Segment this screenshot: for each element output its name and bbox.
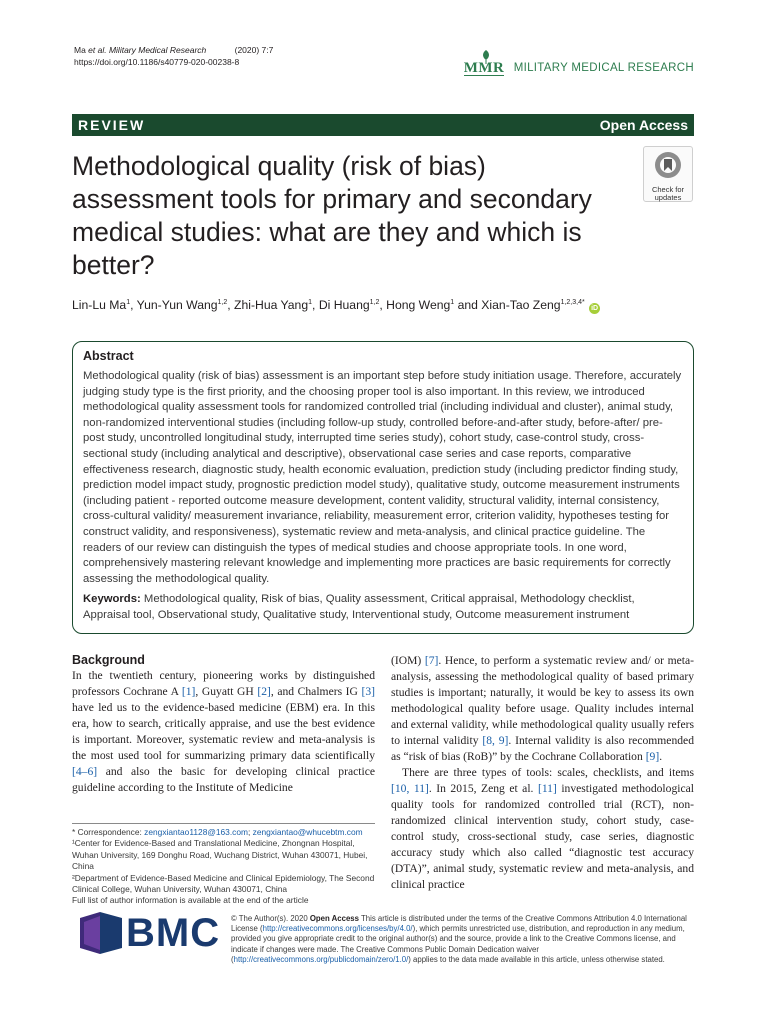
body-column-left (72, 652, 375, 796)
email-link[interactable]: zengxiantao1128@163.com (144, 827, 248, 837)
citation-link[interactable]: [3] (361, 685, 375, 698)
correspondence: * Correspondence: zengxiantao1128@163.com; zengxiantao@whucebtm.com (72, 827, 363, 837)
citation-link[interactable]: [4–6] (72, 765, 98, 778)
citation-link[interactable]: [9] (645, 750, 660, 763)
public-domain-link[interactable]: http://creativecommons.org/publicdomain/zero/1.0/ (233, 954, 409, 964)
body-column-right (391, 653, 694, 893)
open-access-label: Open Access (599, 117, 688, 133)
citation-header (74, 44, 273, 68)
bmc-wordmark: BMC (126, 911, 221, 955)
paragraph: In the twentieth century, pioneering works by distinguished professors Cochrane A [1], Guyatt GH [2], and Chalmers IG [3] have led us to the evidence-based medicine (EBM) era. In this era, how to search, critically appraise, and use the best evidence is important. Moreover, systematic review and meta-analysis is the most used tool for summarizing primary data scientifically [4–6] and also the basic for developing clinical practice guideline according to the Institute of Medicine (72, 669, 375, 794)
keywords (83, 592, 683, 623)
article-title: Methodological quality (risk of bias) assessment tools for primary and secondary medical studies: what are they and which is better? (72, 151, 592, 280)
author[interactable]: Xian-Tao Zeng$^{1,2,3,4*}$ (481, 298, 585, 312)
license-text: © The Author(s). 2020 Open Access This article is distributed under the terms of the Creative Commons Attribution 4.0 International License (http://creativecommons.org/licenses/by/4.0/), which permits unrestricted use, distribution, and reproduction in any medium, provided you give appropriate credit to the original author(s) and the source, provide a link to the Creative Commons license, and indicate if changes were made. The Creative Commons Public Domain Dedication waiver (http://creativecommons.org/publicdomain/zero/1.0/) applies to the data made available in this article, unless otherwise stated. (231, 914, 687, 964)
author[interactable]: Yun-Yun Wang$^{1,2}$ (136, 298, 228, 312)
article-type-band (72, 114, 694, 136)
citation-journal: et al. Military Medical Research (88, 45, 207, 55)
article-type-label: REVIEW (78, 117, 146, 133)
license-link[interactable]: http://creativecommons.org/licenses/by/4.0/ (262, 924, 413, 934)
mmr-emblem (464, 48, 508, 76)
paragraph: (IOM) [7]. Hence, to perform a systematic review and/ or meta-analysis, assessing the methodological quality of based primary studies is important; naturally, it would be key to assess its own methodological quality before usage. Quality includes internal and external validity, while methodological quality usually refers to internal validity [8, 9]. Internal validity is also recommended as “risk of bias (RoB)” by the Cochrane Collaboration [9]. (391, 654, 694, 763)
author[interactable]: Hong Weng$^1$ (386, 298, 455, 312)
affiliation: ¹Center for Evidence-Based and Translational Medicine, Zhongnan Hospital, Wuhan University, 169 Donghu Road, Wuchang District, Wuhan 430071, Hubei, China (72, 838, 368, 872)
citation-link[interactable]: [11] (537, 782, 557, 795)
journal-logo[interactable] (464, 48, 694, 76)
author[interactable]: Di Huang$^{1,2}$ (318, 298, 380, 312)
journal-abbr: MMR (463, 60, 505, 76)
journal-name: MILITARY MEDICAL RESEARCH (513, 62, 694, 74)
keywords-label: Keywords: (83, 593, 141, 606)
crossmark-icon (653, 150, 683, 180)
full-author-info-note: Full list of author information is available at the end of the article (72, 895, 309, 906)
email-link[interactable]: zengxiantao@whucebtm.com (252, 827, 363, 837)
abstract-heading: Abstract (83, 349, 134, 363)
section-heading-background: Background (72, 653, 145, 667)
keywords-list: Methodological quality, Risk of bias, Quality assessment, Critical appraisal, Methodology checklist, Appraisal tool, Observational study, Qualitative study, Interventional study, Outcome measurement instrument (83, 593, 635, 621)
bmc-mark-icon (80, 912, 122, 954)
citation-link[interactable]: [8, 9] (482, 734, 509, 747)
author[interactable]: Zhi-Hua Yang$^1$ (234, 298, 313, 312)
citation-link[interactable]: [7] (424, 654, 439, 667)
citation-link[interactable]: [10, 11] (391, 782, 429, 795)
paragraph: There are three types of tools: scales, checklists, and items [10, 11]. In 2015, Zeng et al. [11] investigated methodological quality tools for randomized controlled trial (RCT), non-randomized clinical intervention study, cohort study, case-control study, cross-sectional study, case series, diagnostic accuracy study which also called “diagnostic test accuracy (DTA)”, animal study, systematic review and meta-analysis, and clinical practice (391, 766, 694, 891)
affiliation: ²Department of Evidence-Based Medicine and Clinical Epidemiology, The Second Clinical College, Wuhan University, Wuhan 430071, China (72, 872, 375, 895)
abstract-box (72, 341, 694, 634)
doi-link[interactable]: https://doi.org/10.1186/s40779-020-00238-8 (74, 57, 240, 67)
orcid-icon[interactable]: iD (591, 305, 599, 312)
citation-link[interactable]: [1] (181, 685, 196, 698)
check-for-updates-button[interactable] (643, 146, 693, 202)
bmc-logo[interactable] (80, 912, 220, 954)
citation-year: (2020) 7:7 (234, 45, 274, 55)
citation-authors: Ma (74, 45, 89, 55)
author-list: Lin-Lu Ma$^1$, Yun-Yun Wang$^{1,2}$, Zhi-Hua Yang$^1$, Di Huang$^{1,2}$, Hong Weng$^1$ and Xian-Tao Zeng$^{1,2,3,4*}$ iD (72, 298, 599, 312)
crossmark-label: Check for updates (651, 185, 685, 202)
author[interactable]: Lin-Lu Ma$^1$ (72, 298, 131, 312)
abstract-text: Methodological quality (risk of bias) assessment is an important step before study initiation usage. Therefore, accurately judging study type is the first priority, and the choosing proper tool is also important. In this review, we introduced methodological quality assessment tools for randomized controlled trial (including individual and cluster), animal study, non-randomized interventional studies (including follow-up study, controlled before-and-after study, before-after/ pre-post study, uncontrolled longitudinal study, interrupted time series study), cohort study, case-control study, cross-sectional study (including analytical and descriptive), observational case series and case reports, comparative effectiveness research, diagnostic study, health economic evaluation, prediction study (including predictor finding study, prediction model impact study, prognostic prediction model study), qualitative study, outcome measurement instruments (including patient - reported outcome measure development, content validity, structural validity, internal consistency, cross-cultural validity/ measurement invariance, reliability, measurement error, criterion validity, hypotheses testing for construct validity, and responsiveness), systematic review and meta-analysis, and clinical practice guideline. The readers of our review can distinguish the types of medical studies and choose appropriate tools. In one word, comprehensively mastering relevant knowledge and implementing more practices are basic requirements for correctly assessing the methodological quality. (83, 370, 682, 585)
footnotes (72, 823, 375, 907)
citation-link[interactable]: [2] (257, 685, 271, 698)
